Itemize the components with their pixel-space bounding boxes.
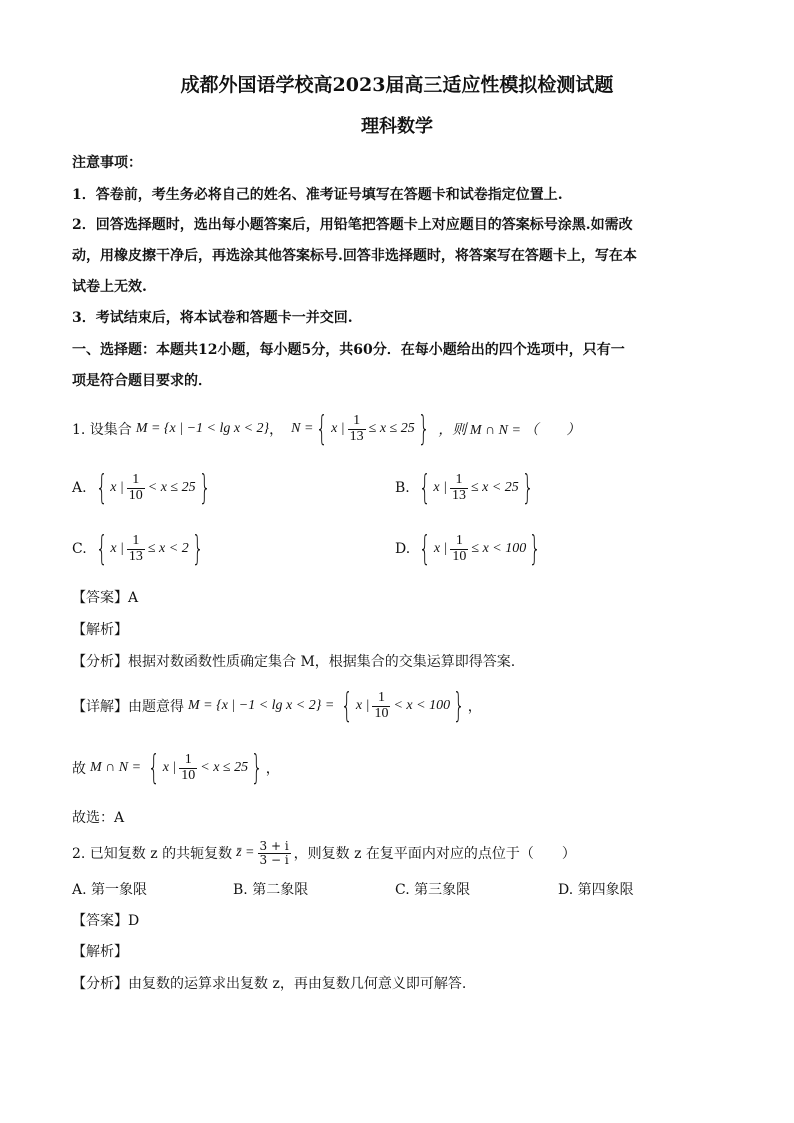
q2-fenxi: 【分析】由复数的运算求出复数 z，再由复数几何意义即可解答. <box>72 976 467 992</box>
fraction-denominator: 13 <box>128 548 143 564</box>
fraction-numerator: 1 <box>353 412 361 428</box>
q1-option-c <box>72 524 206 574</box>
set-var: x | <box>110 541 124 556</box>
set-var: x | <box>433 541 448 556</box>
option-expression <box>93 468 214 508</box>
q1-choose: 故选：A <box>72 810 125 826</box>
q2-zbar: z̄ = <box>236 845 255 860</box>
fraction-numerator: 1 <box>377 689 385 705</box>
q2-option-c: C. 第三象限 <box>395 882 471 898</box>
option-fraction <box>450 473 468 503</box>
option-fraction <box>127 534 145 564</box>
left-brace: { <box>316 409 329 449</box>
right-brace: } <box>521 468 534 508</box>
notice-item-2-line2: 动，用橡皮擦干净后，再选涂其他答案标号.回答非选择题时，将答案写在答题卡上，写在本 <box>72 248 637 264</box>
left-brace: { <box>95 529 108 569</box>
left-brace: { <box>418 468 431 508</box>
option-fraction <box>450 534 468 564</box>
question-1-stem <box>72 404 580 454</box>
therefore-set <box>145 748 266 788</box>
detail-set-m: M = {x | −1 < lg x < 2} = <box>188 698 335 713</box>
q2-fraction <box>258 840 291 866</box>
q1-set-n-var: x | <box>331 421 345 436</box>
q2-analysis-label: 【解析】 <box>72 944 128 960</box>
option-label: D. <box>395 541 411 557</box>
q1-option-d <box>395 524 544 574</box>
q1-analysis-label: 【解析】 <box>72 622 128 638</box>
exam-title: 成都外国语学校高2023届高三适应性模拟检测试题 <box>180 74 614 96</box>
option-right: < x ≤ 25 <box>147 480 196 495</box>
q1-therefore <box>72 742 280 794</box>
option-label: C. <box>72 541 87 557</box>
set-var: x | <box>355 698 370 713</box>
fraction-numerator: 3 + i <box>259 838 289 853</box>
fraction-numerator: 1 <box>455 471 463 487</box>
fraction-denominator: 10 <box>452 548 467 564</box>
detail-prefix: 【详解】由题意得 <box>72 699 184 715</box>
option-expression <box>416 529 544 569</box>
right-brace: } <box>191 529 204 569</box>
fraction-denominator: 10 <box>374 705 389 721</box>
option-expression <box>416 468 537 508</box>
q1-prefix: 1. 设集合 <box>72 422 132 438</box>
right-brace: } <box>529 529 542 569</box>
fraction-numerator: 1 <box>132 471 140 487</box>
notice-item-2-line1: 2．回答选择题时，选出每小题答案后，用铅笔把答题卡上对应题目的答案标号涂黑.如需改 <box>72 217 633 233</box>
q1-fenxi: 【分析】根据对数函数性质确定集合 M，根据集合的交集运算即得答案. <box>72 654 516 670</box>
left-brace: { <box>95 468 108 508</box>
detail-fraction <box>372 691 390 721</box>
q2-prefix: 2. 已知复数 z 的共轭复数 <box>72 846 233 862</box>
q1-comma: ， <box>269 422 284 438</box>
q2-answer: 【答案】D <box>72 913 140 929</box>
right-brace: } <box>452 686 465 726</box>
fraction-numerator: 1 <box>455 532 463 548</box>
right-brace: } <box>250 748 263 788</box>
fraction-denominator: 10 <box>181 767 196 783</box>
q1-option-b <box>395 463 536 513</box>
q1-suffix: ，则 M ∩ N = （ ） <box>438 423 581 438</box>
set-var: x | <box>110 480 124 495</box>
option-right: ≤ x < 25 <box>470 480 519 495</box>
q1-set-n-right: ≤ x ≤ 25 <box>368 421 415 436</box>
section-heading-line1: 一、选择题：本题共12小题，每小题5分，共60分．在每小题给出的四个选项中，只有一 <box>72 342 625 358</box>
exam-subtitle: 理科数学 <box>361 116 433 137</box>
fraction-denominator: 3 − i <box>259 852 289 867</box>
question-2-stem <box>72 832 576 874</box>
detail-set-result <box>338 686 467 726</box>
right-brace: } <box>417 409 430 449</box>
fraction-denominator: 10 <box>128 487 143 503</box>
q1-set-n-left: N = <box>291 421 314 436</box>
option-expression <box>93 529 207 569</box>
set-var: x | <box>162 760 177 775</box>
therefore-right: < x ≤ 25 <box>200 760 249 775</box>
q1-set-m: M = {x | −1 < lg x < 2} <box>135 421 270 436</box>
fraction-denominator: 13 <box>451 487 466 503</box>
q2-option-d: D. 第四象限 <box>558 882 634 898</box>
notice-item-1: 1．答卷前，考生务必将自己的姓名、准考证号填写在答题卡和试卷指定位置上. <box>72 187 563 203</box>
left-brace: { <box>419 529 431 569</box>
q2-option-b: B. 第二象限 <box>233 882 309 898</box>
fraction-denominator: 13 <box>349 428 364 444</box>
q1-set-n-fraction <box>348 414 366 444</box>
q1-detail <box>72 680 482 732</box>
fraction-numerator: 1 <box>184 751 192 767</box>
q1-answer: 【答案】A <box>72 590 139 606</box>
notice-heading: 注意事项： <box>72 155 142 171</box>
right-brace: } <box>198 468 211 508</box>
notice-item-2-line3: 试卷上无效. <box>72 279 147 295</box>
notice-item-3: 3．考试结束后，将本试卷和答题卡一并交回. <box>72 310 353 326</box>
detail-right: < x < 100 <box>393 698 451 713</box>
fraction-numerator: 1 <box>132 532 140 548</box>
q2-option-a: A. 第一象限 <box>72 882 148 898</box>
q1-set-n <box>291 409 432 449</box>
therefore-fraction <box>179 753 197 783</box>
q2-suffix: ，则复数 z 在复平面内对应的点位于（ ） <box>293 846 576 862</box>
left-brace: { <box>147 748 160 788</box>
section-heading-line2: 项是符合题目要求的． <box>72 373 212 389</box>
left-brace: { <box>341 686 354 726</box>
detail-end: ， <box>467 699 482 715</box>
set-var: x | <box>433 480 447 495</box>
option-fraction <box>127 473 145 503</box>
option-right: ≤ x < 100 <box>471 541 527 556</box>
therefore-prefix: 故 <box>72 761 86 777</box>
option-label: A. <box>72 480 87 496</box>
option-label: B. <box>395 480 410 496</box>
option-right: ≤ x < 2 <box>147 541 189 556</box>
q1-option-a <box>72 463 213 513</box>
therefore-expr: M ∩ N = <box>90 760 142 775</box>
therefore-end: ， <box>265 761 280 777</box>
